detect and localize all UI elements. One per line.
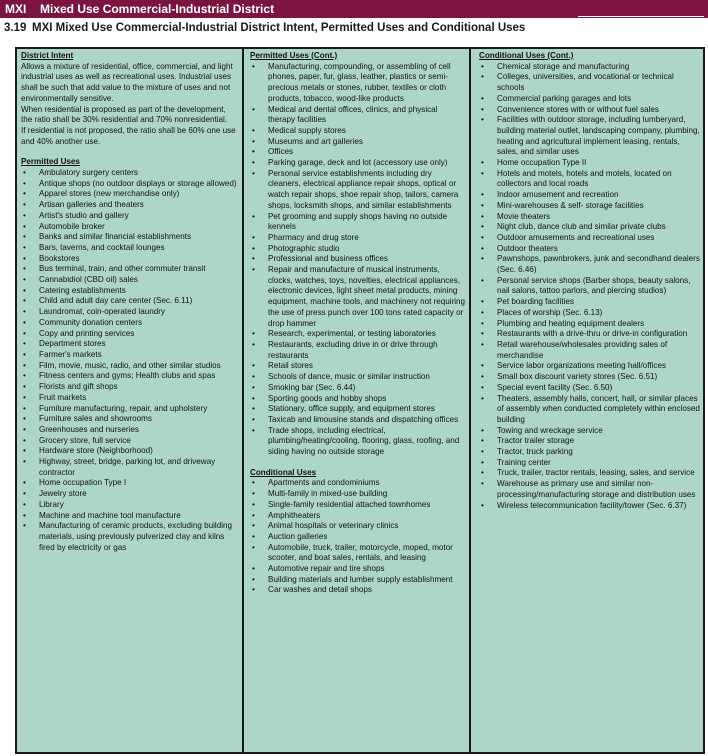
permitted-use-item: • Photographic studio: [250, 244, 466, 255]
permitted-heading: Permitted Uses: [21, 157, 80, 167]
permitted-use-item: • Jewelry store: [21, 489, 239, 500]
permitted-use-item: • Pharmacy and drug store: [250, 233, 466, 244]
conditional-use-item: • Automobile, truck, trailer, motorcycle, moped, motor scooter, and boat sales, rentals, and leasing: [250, 543, 466, 564]
conditional-use-item: • Truck, trailer, tractor rentals, leasing, sales, and service: [479, 468, 702, 479]
permitted-use-item: • Manufacturing, compounding, or assembling of cell phones, paper, fur, glass, leather, plastics or semi-precious metals or stones, rubber, textiles or cloth products, tobacco, wood-like products: [250, 62, 466, 105]
conditional-use-item: • Pawnshops, pawnbrokers, junk and secondhand dealers (Sec. 6.46): [479, 254, 702, 275]
conditional-use-item: • Convenience stores with or without fuel sales: [479, 105, 702, 116]
conditional-use-item: • Amphitheaters: [250, 511, 466, 522]
conditional-use-item: • Apartments and condominiums: [250, 478, 466, 489]
conditional-use-item: • Tractor, truck parking: [479, 447, 702, 458]
conditional-use-item: • Wireless telecommunication facility/tower (Sec. 6.37): [479, 501, 702, 512]
permitted-use-item: • Laundromat, coin-operated laundry: [21, 307, 239, 318]
column-permitted-conditional: [244, 49, 471, 752]
permitted-use-item: • Professional and business offices: [250, 254, 466, 265]
conditional-use-item: • Outdoor theaters: [479, 244, 702, 255]
permitted-use-item: • Ambulatory surgery centers: [21, 168, 239, 179]
conditional-use-item: • Automotive repair and tire shops: [250, 564, 466, 575]
permitted-use-item: • Restaurants, excluding drive in or drive through restaurants: [250, 340, 466, 361]
conditional-use-item: • Car washes and detail shops: [250, 585, 466, 596]
conditional-cont-list: [479, 62, 702, 512]
conditional-use-item: • Animal hospitals or veterinary clinics: [250, 521, 466, 532]
conditional-use-item: • Single-family residential attached townhomes: [250, 500, 466, 511]
conditional-use-item: • Outdoor amusements and recreational uses: [479, 233, 702, 244]
conditional-use-item: • Warehouse as primary use and similar non-processing/manufacturing storage and distribution uses: [479, 479, 702, 500]
banner-rule: [578, 16, 704, 17]
conditional-use-item: • Multi-family in mixed-use building: [250, 489, 466, 500]
conditional-use-item: • Facilities with outdoor storage, including lumberyard, building material outlet, landscaping company, plumbing, heating and agricultural implement leasing, rentals, sales, and similar uses: [479, 115, 702, 158]
conditional-use-item: • Hotels and motels, hotels and motels, located on collectors and local roads: [479, 169, 702, 190]
conditional-use-item: • Movie theaters: [479, 212, 702, 223]
permitted-cont-heading: Permitted Uses (Cont.): [250, 51, 338, 60]
permitted-use-item: • Artisan galleries and theaters: [21, 200, 239, 211]
permitted-use-item: • Highway, street, bridge, parking lot, and driveway contractor: [21, 457, 239, 478]
conditional-use-item: • Personal service shops (Barber shops, beauty salons, nail salons, tattoo parlors, and piercing studios): [479, 276, 702, 297]
permitted-use-item: • Antique shops (no outdoor displays or storage allowed): [21, 179, 239, 190]
permitted-use-item: • Research, experimental, or testing laboratories: [250, 329, 466, 340]
conditional-use-item: • Towing and wreckage service: [479, 426, 702, 437]
conditional-use-item: • Mini-warehouses & self- storage facilities: [479, 201, 702, 212]
conditional-use-item: • Plumbing and heating equipment dealers: [479, 319, 702, 330]
permitted-use-item: • Furniture manufacturing, repair, and upholstery: [21, 404, 239, 415]
permitted-use-item: • Community donation centers: [21, 318, 239, 329]
permitted-use-item: • Trade shops, including electrical, plumbing/heating/cooling, flooring, glass, roofing, and siding having no outside storage: [250, 426, 466, 458]
permitted-use-item: • Personal service establishments including dry cleaners, electrical appliance repair shops, optical or watch repair shops, shoe repair shop, tailors, camera shops, locksmith shops, and similar establishments: [250, 169, 466, 212]
permitted-use-item: • Fruit markets: [21, 393, 239, 404]
permitted-use-item: • Museums and art galleries: [250, 137, 466, 148]
permitted-use-item: • Retail stores: [250, 361, 466, 372]
permitted-use-item: • Banks and similar financial establishments: [21, 232, 239, 243]
conditional-use-item: • Retail warehouse/wholesales providing sales of merchandise: [479, 340, 702, 361]
section-title: MXI Mixed Use Commercial-Industrial District Intent, Permitted Uses and Conditional Uses: [32, 22, 526, 34]
permitted-use-item: • Copy and printing services: [21, 329, 239, 340]
permitted-use-item: • Cannabidiol (CBD oil) sales: [21, 275, 239, 286]
permitted-use-item: • Taxicab and limousine stands and dispatching offices: [250, 415, 466, 426]
conditional-use-item: • Places of worship (Sec. 6.13): [479, 308, 702, 319]
conditional-use-item: • Building materials and lumber supply establishment: [250, 575, 466, 586]
permitted-use-item: • Machine and machine tool manufacture: [21, 511, 239, 522]
permitted-use-item: • Home occupation Type I: [21, 478, 239, 489]
permitted-use-item: • Repair and manufacture of musical instruments, clocks, watches, toys, novelties, electrical appliances, electronic devices, light sheet metal products, mining equipment, machine tools, and machinery not requiring the use of press punch over 100 tons rated capacity or drop hammer: [250, 265, 466, 329]
permitted-use-item: • Medical and dental offices, clinics, and physical therapy facilities: [250, 105, 466, 126]
district-banner: [0, 0, 708, 18]
permitted-use-item: • Child and adult day care center (Sec. 6.11): [21, 296, 239, 307]
permitted-use-item: • Sporting goods and hobby shops: [250, 394, 466, 405]
permitted-use-item: • Grocery store, full service: [21, 436, 239, 447]
permitted-use-item: • Schools of dance, music or similar instruction: [250, 372, 466, 383]
permitted-cont-list: [250, 62, 466, 458]
permitted-use-item: • Fitness centers and gyms; Health clubs and spas: [21, 371, 239, 382]
uses-table: [15, 47, 705, 754]
permitted-use-item: • Automobile broker: [21, 222, 239, 233]
intent-paragraph: Allows a mixture of residential, office, commercial, and light industrial uses as well as recreational uses. Industrial uses shall be such that add value to the mixture of uses and not environmentally sensitive.: [21, 61, 233, 103]
permitted-use-item: • Parking garage, deck and lot (accessory use only): [250, 158, 466, 169]
permitted-use-item: • Farmer's markets: [21, 350, 239, 361]
section-number: 3.19: [4, 22, 27, 34]
column-conditional-cont: [471, 49, 705, 752]
permitted-list: [21, 168, 239, 553]
permitted-use-item: • Florists and gift shops: [21, 382, 239, 393]
conditional-use-item: • Service labor organizations meeting hall/offices: [479, 361, 702, 372]
intent-heading: District Intent: [21, 51, 74, 60]
conditional-cont-heading: Conditional Uses (Cont.): [479, 51, 574, 60]
conditional-use-item: • Home occupation Type II: [479, 158, 702, 169]
conditional-use-item: • Theaters, assembly halls, concert, hall, or similar places of assembly when conducted completely within enclosed building: [479, 394, 702, 426]
permitted-use-item: • Smoking bar (Sec. 6.44): [250, 383, 466, 394]
conditional-use-item: • Chemical storage and manufacturing: [479, 62, 702, 73]
conditional-use-item: • Commercial parking garages and lots: [479, 94, 702, 105]
permitted-use-item: • Artist's studio and gallery: [21, 211, 239, 222]
permitted-use-item: • Medical supply stores: [250, 126, 466, 137]
permitted-use-item: • Pet grooming and supply shops having no outside kennels: [250, 212, 466, 233]
permitted-use-item: • Manufacturing of ceramic products, excluding building materials, using previously pulverized clay and kilns fired by electricity or gas: [21, 521, 239, 553]
section-heading: [4, 22, 525, 34]
district-name: Mixed Use Commercial-Industrial District: [40, 2, 275, 16]
intent-paragraph: If residential is not proposed, the ratio shall be 60% one use and 40% another use.: [21, 125, 236, 146]
conditional-use-item: • Training center: [479, 458, 702, 469]
permitted-use-item: • Department stores: [21, 339, 239, 350]
permitted-use-item: • Hardware store (Neighborhood): [21, 446, 239, 457]
conditional-heading: Conditional Uses: [250, 467, 317, 477]
permitted-use-item: • Greenhouses and nurseries: [21, 425, 239, 436]
permitted-use-item: • Stationary, office supply, and equipment stores: [250, 404, 466, 415]
permitted-use-item: • Apparel stores (new merchandise only): [21, 189, 239, 200]
permitted-use-item: • Bars, taverns, and cocktail lounges: [21, 243, 239, 254]
intent-paragraph: When residential is proposed as part of the development, the ratio shall be 30% residential and 70% nonresidential.: [21, 104, 228, 125]
column-intent-permitted: [17, 49, 244, 752]
conditional-use-item: • Colleges, universities, and vocational or technical schools: [479, 72, 702, 93]
conditional-use-item: • Small box discount variety stores (Sec. 6.51): [479, 372, 702, 383]
permitted-use-item: • Film, movie, music, radio, and other similar studios: [21, 361, 239, 372]
conditional-use-item: • Pet boarding facilities: [479, 297, 702, 308]
permitted-use-item: • Offices: [250, 147, 466, 158]
permitted-use-item: • Catering establishments: [21, 286, 239, 297]
conditional-use-item: • Indoor amusement and recreation: [479, 190, 702, 201]
intent-text: [21, 62, 239, 148]
district-code: MXI: [5, 2, 27, 16]
conditional-use-item: • Auction galleries: [250, 532, 466, 543]
conditional-use-item: • Restaurants with a drive-thru or drive-in configuration: [479, 329, 702, 340]
permitted-use-item: • Library: [21, 500, 239, 511]
conditional-list: [250, 478, 466, 596]
permitted-use-item: • Bookstores: [21, 254, 239, 265]
conditional-use-item: • Night club, dance club and similar private clubs: [479, 222, 702, 233]
permitted-use-item: • Furniture sales and showrooms: [21, 414, 239, 425]
conditional-use-item: • Special event facility (Sec. 6.50): [479, 383, 702, 394]
conditional-use-item: • Tractor trailer storage: [479, 436, 702, 447]
permitted-use-item: • Bus terminal, train, and other commuter transit: [21, 264, 239, 275]
